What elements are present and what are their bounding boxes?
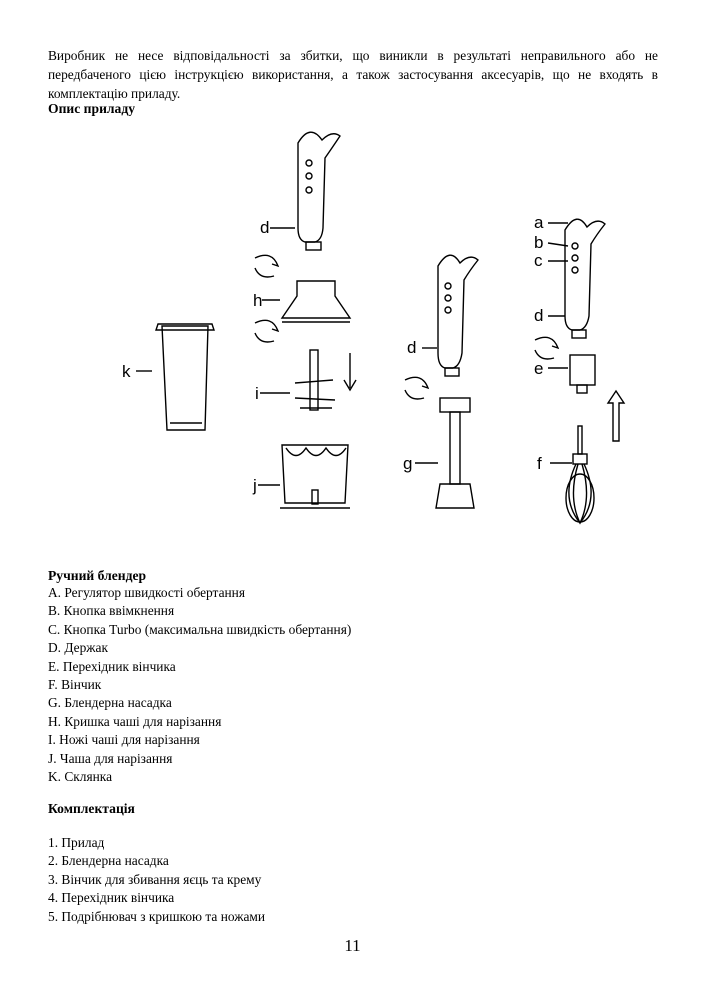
label-b: b bbox=[534, 233, 544, 252]
chopper-bowl-illustration bbox=[258, 445, 350, 508]
list-item: 1. Прилад bbox=[48, 835, 105, 850]
blender-wand-illustration bbox=[415, 398, 474, 508]
whisk-adapter-illustration bbox=[548, 355, 595, 393]
motor-unit-right bbox=[548, 219, 605, 338]
rotate-arrow-4 bbox=[535, 337, 558, 348]
label-e: e bbox=[534, 359, 544, 378]
label-i: i bbox=[255, 384, 259, 403]
list-item: D. Держак bbox=[48, 640, 109, 656]
list-item: G. Блендерна насадка bbox=[48, 695, 172, 711]
label-d-right: d bbox=[534, 306, 544, 325]
list-item: K. Склянка bbox=[48, 769, 113, 785]
list-item: 3. Вінчик для збивання яєць та крему bbox=[48, 871, 262, 887]
rotate-arrow-3 bbox=[405, 377, 428, 388]
motor-unit-left bbox=[270, 132, 340, 250]
description-heading: Опис приладу bbox=[48, 101, 135, 116]
blender-parts-diagram bbox=[110, 118, 630, 528]
label-a: a bbox=[534, 213, 544, 232]
label-c: c bbox=[534, 251, 543, 270]
label-d-middle: d bbox=[407, 338, 417, 357]
beaker-illustration bbox=[136, 324, 214, 430]
list-item: 4. Перехідник вінчика bbox=[48, 890, 175, 906]
list-item: F. Вінчик bbox=[48, 677, 102, 693]
label-j: j bbox=[253, 476, 257, 495]
list-item: I. Ножі чаші для нарізання bbox=[48, 732, 200, 748]
motor-unit-middle bbox=[422, 255, 478, 376]
list-item: C. Кнопка Turbo (максимальна швидкість обертання) bbox=[48, 621, 352, 637]
label-g: g bbox=[403, 454, 413, 473]
list-item: 2. Блендерна насадка bbox=[48, 853, 169, 869]
list-item: B. Кнопка ввімкнення bbox=[48, 603, 175, 619]
parts-list bbox=[48, 584, 351, 786]
list-item: A. Регулятор швидкості обертання bbox=[48, 585, 246, 600]
rotate-arrow-2 bbox=[255, 320, 278, 331]
up-arrow bbox=[608, 391, 624, 441]
label-k: k bbox=[122, 362, 131, 381]
disclaimer-paragraph: Виробник не несе відповідальності за збитки, що виникли в результаті неправильного або не передбаченого цією інструкцією використання, а також застосування аксесуарів, що не входять в комплектацію приладу. bbox=[48, 48, 658, 101]
package-heading: Комплектація bbox=[48, 801, 135, 816]
package-list bbox=[48, 834, 265, 926]
rotate-arrow-1 bbox=[255, 255, 278, 266]
label-d-left: d bbox=[260, 218, 270, 237]
chopper-blade-illustration bbox=[260, 350, 356, 410]
list-item: E. Перехідник вінчика bbox=[48, 658, 176, 674]
label-f: f bbox=[537, 454, 542, 473]
chopper-lid-illustration bbox=[262, 281, 350, 322]
label-h: h bbox=[253, 291, 263, 310]
page-number: 11 bbox=[344, 936, 361, 955]
list-item: 5. Подрібнювач з кришкою та ножами bbox=[48, 908, 266, 924]
list-item: H. Кришка чаші для нарізання bbox=[48, 713, 222, 729]
blender-heading: Ручний блендер bbox=[48, 568, 147, 583]
list-item: J. Чаша для нарізання bbox=[48, 750, 173, 766]
whisk-illustration bbox=[550, 426, 594, 523]
